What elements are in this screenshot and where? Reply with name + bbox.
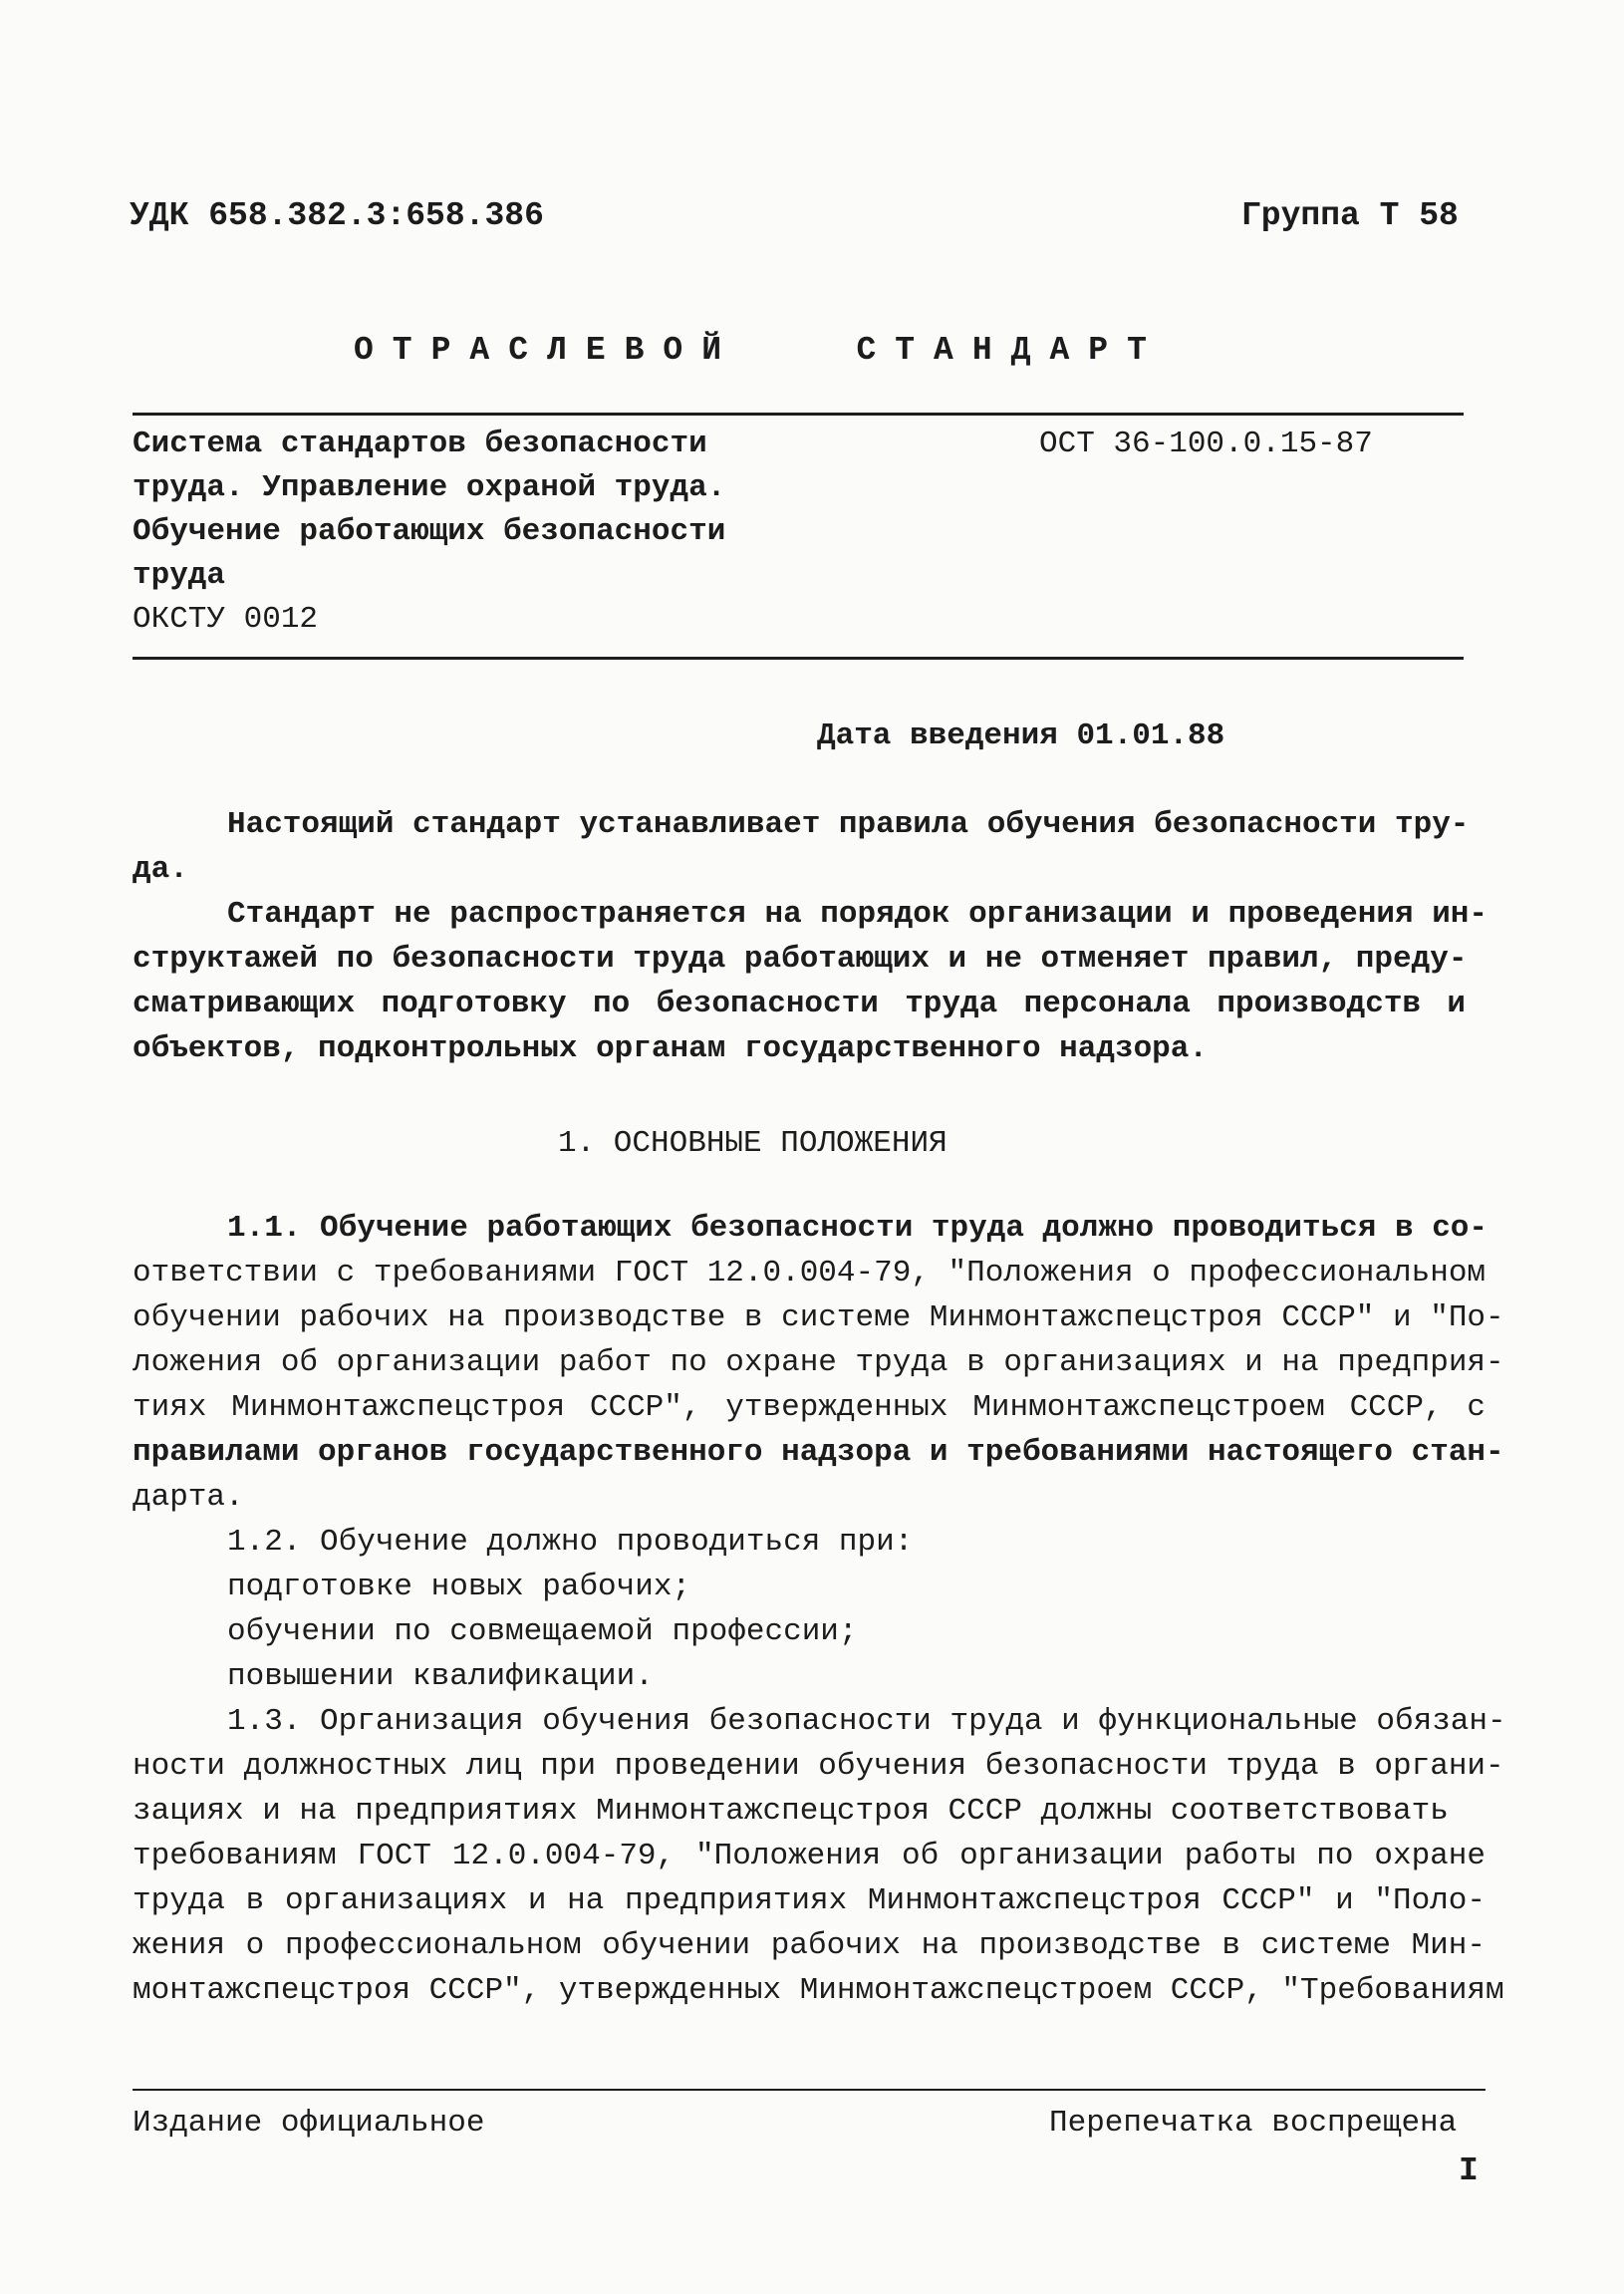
text-line: правилами органов государственного надзора и требованиями настоящего стан-: [133, 1435, 1504, 1470]
bottom-rule: [133, 657, 1464, 660]
page-number: I: [1459, 2152, 1479, 2189]
document-title: ОТРАСЛЕВОЙ СТАНДАРТ: [354, 332, 1166, 369]
text-line: 1.2. Обучение должно проводиться при:: [227, 1525, 914, 1560]
text-line: монтажспецстроя СССР", утвержденных Минмонтажспецстроем СССР, "Требованиям: [133, 1973, 1504, 2008]
footer-reprint-notice: Перепечатка воспрещена: [1049, 2106, 1458, 2141]
clause-1-2: [133, 1520, 1466, 1699]
intro-text: [133, 802, 1489, 1071]
clause-1-3: [133, 1699, 1506, 2013]
subject-line: Система стандартов безопасности: [133, 427, 707, 461]
text-line: жения о профессиональном обучении рабочих на производстве в системе Мин-: [133, 1928, 1486, 1963]
text-line: дарта.: [133, 1480, 244, 1515]
subject-line: Обучение работающих безопасности: [133, 514, 726, 549]
footer-edition: Издание официальное: [133, 2106, 485, 2141]
text-line: ложения об организации работ по охране труда в организациях и на предприя-: [133, 1345, 1504, 1380]
text-line: обучении рабочих на производстве в системе Минмонтажспецстроя СССР" и "По-: [133, 1300, 1504, 1335]
text-line: объектов, подконтрольных органам государственного надзора.: [133, 1031, 1208, 1066]
text-line: повышении квалификации.: [227, 1659, 654, 1694]
intro-date: Дата введения 01.01.88: [817, 718, 1225, 753]
text-line: зациях и на предприятиях Минмонтажспецстроя СССР должны соответствовать: [133, 1794, 1449, 1829]
group-code: Группа Т 58: [1241, 197, 1459, 234]
text-line: Настоящий стандарт устанавливает правила обучения безопасности тру-: [227, 807, 1470, 842]
text-line: сматривающих подготовку по безопасности труда персонала производств и: [133, 987, 1466, 1021]
text-line: ответствии с требованиями ГОСТ 12.0.004-79, "Положения о профессиональном: [133, 1256, 1487, 1290]
subject-line: труда: [133, 558, 226, 593]
subject-line: ОКСТУ 0012: [133, 602, 319, 637]
udk-code: УДК 658.382.3:658.386: [130, 197, 544, 234]
text-line: подготовке новых рабочих;: [227, 1570, 691, 1604]
top-rule: [133, 413, 1464, 416]
text-line: Стандарт не распространяется на порядок организации и проведения ин-: [227, 897, 1489, 932]
text-line: да.: [133, 852, 188, 887]
subject-block: [133, 423, 725, 642]
section-heading: 1. ОСНОВНЫЕ ПОЛОЖЕНИЯ: [558, 1126, 947, 1161]
text-line: требованиям ГОСТ 12.0.004-79, "Положения об организации работы по охране: [133, 1839, 1486, 1873]
subject-line: труда. Управление охраной труда.: [133, 470, 726, 505]
text-line: обучении по совмещаемой профессии;: [227, 1614, 858, 1649]
text-line: труда в организациях и на предприятиях Минмонтажспецстроя СССР" и "Поло-: [133, 1883, 1486, 1918]
clause-1-1: [133, 1206, 1504, 1520]
text-line: ности должностных лиц при проведении обучения безопасности труда в органи-: [133, 1749, 1504, 1784]
text-line: тиях Минмонтажспецстроя СССР", утвержденных Минмонтажспецстроем СССР, с: [133, 1390, 1486, 1425]
standard-designation: ОСТ 36-100.0.15-87: [1039, 427, 1373, 461]
text-line: структажей по безопасности труда работающих и не отменяет правил, преду-: [133, 942, 1468, 977]
text-line: 1.3. Организация обучения безопасности труда и функциональные обязан-: [227, 1704, 1506, 1739]
footer-rule: [133, 2089, 1486, 2091]
text-line: 1.1. Обучение работающих безопасности труда должно проводиться в со-: [227, 1211, 1489, 1246]
